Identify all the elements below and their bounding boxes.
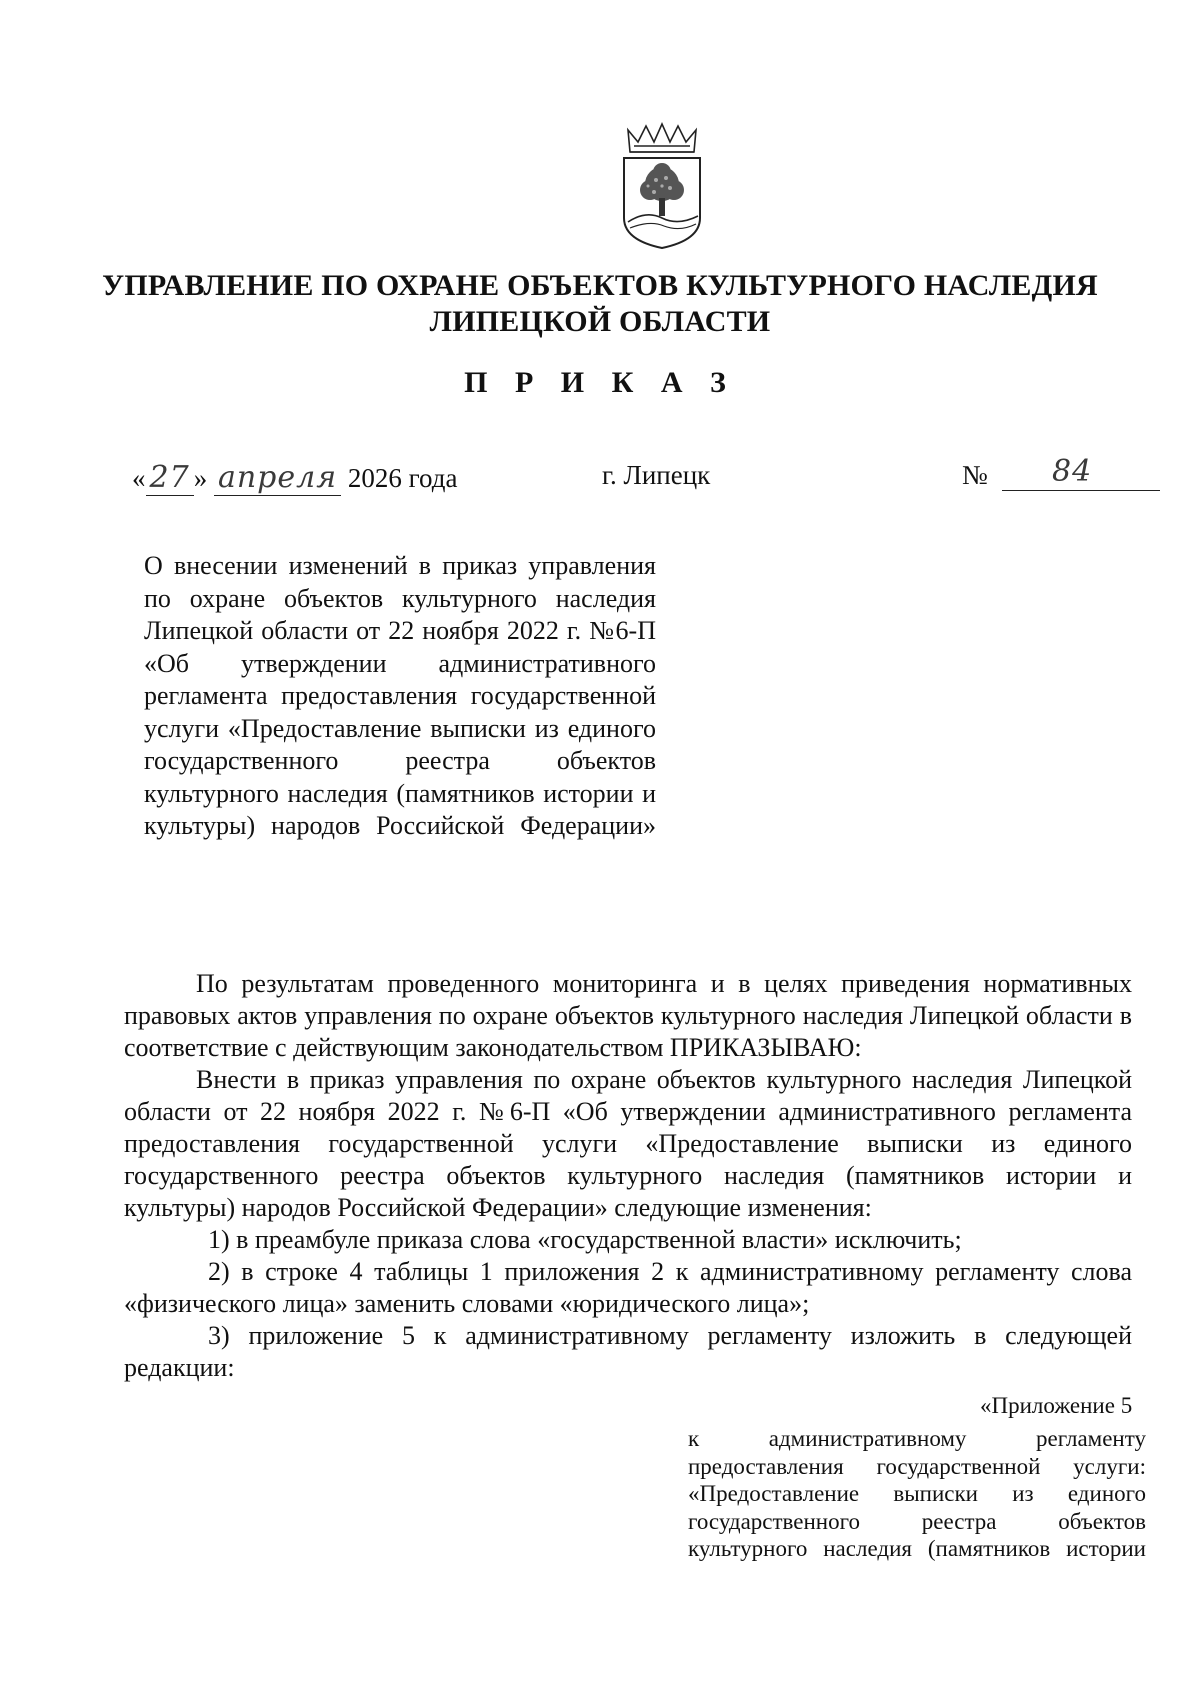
handwritten-number: 84 [1052, 454, 1093, 489]
body-item-1: 1) в преамбуле приказа слова «государственной власти» исключить; [208, 1225, 962, 1254]
order-city: г. Липецк [602, 460, 711, 490]
body-paragraph-preamble: По результатам проведенного мониторинга и в целях приведения нормативных правовых актов управления по охране объектов культурного наследия Липецкой области в соответствие с действующим законодательством ПРИКАЗЫВАЮ: [124, 969, 1132, 1062]
date-quote-open: « [132, 463, 146, 493]
organization-name-line-1: УПРАВЛЕНИЕ ПО ОХРАНЕ ОБЪЕКТОВ КУЛЬТУРНОГО НАСЛЕДИЯ [102, 269, 1098, 302]
body-item-3: 3) приложение 5 к административному регламенту изложить в следующей редакции: [124, 1321, 1132, 1382]
body-paragraph-amendment: Внести в приказ управления по охране объектов культурного наследия Липецкой области от 22 ноября 2022 г. №6-П «Об утверждении административного регламента предоставления государственной услуги «Предоставление выписки из единого государственного реестра объектов культурного наследия (памятников истории и культуры) народов Российской Федерации» следующие изменения: [124, 1065, 1132, 1222]
handwritten-day: 27 [146, 460, 194, 496]
number-sign: № [962, 460, 988, 490]
order-date [132, 460, 457, 495]
order-year: 2026 года [347, 463, 458, 493]
order-body [124, 968, 1132, 1384]
number-underline [1002, 490, 1160, 491]
order-subject: О внесении изменений в приказ управления по охране объектов культурного наследия Липецкой области от 22 ноября 2022 г. №6-П «Об утверждении административного регламента предоставления государственной услуги «Предоставление выписки из единого государственного реестра объектов культурного наследия (памятников истории и культуры) народов Российской Федерации» [144, 551, 656, 840]
organization-name-line-2: ЛИПЕЦКОЙ ОБЛАСТИ [429, 305, 771, 338]
date-quote-close: » [193, 463, 208, 493]
appendix-heading: «Приложение 5 [980, 1393, 1133, 1418]
order-number-block [962, 456, 1162, 496]
handwritten-month: апреля [214, 460, 341, 496]
coat-of-arms-emblem [620, 122, 705, 250]
document-title: П Р И К А З [464, 366, 736, 399]
body-item-2: 2) в строке 4 таблицы 1 приложения 2 к административному регламенту слова «физического лица» заменить словами «юридического лица»; [124, 1257, 1132, 1318]
appendix-caption: к административному регламенту предоставления государственной услуги: «Предоставление выписки из единого государственного реестра объектов культурного наследия (памятников истории [688, 1426, 1146, 1561]
